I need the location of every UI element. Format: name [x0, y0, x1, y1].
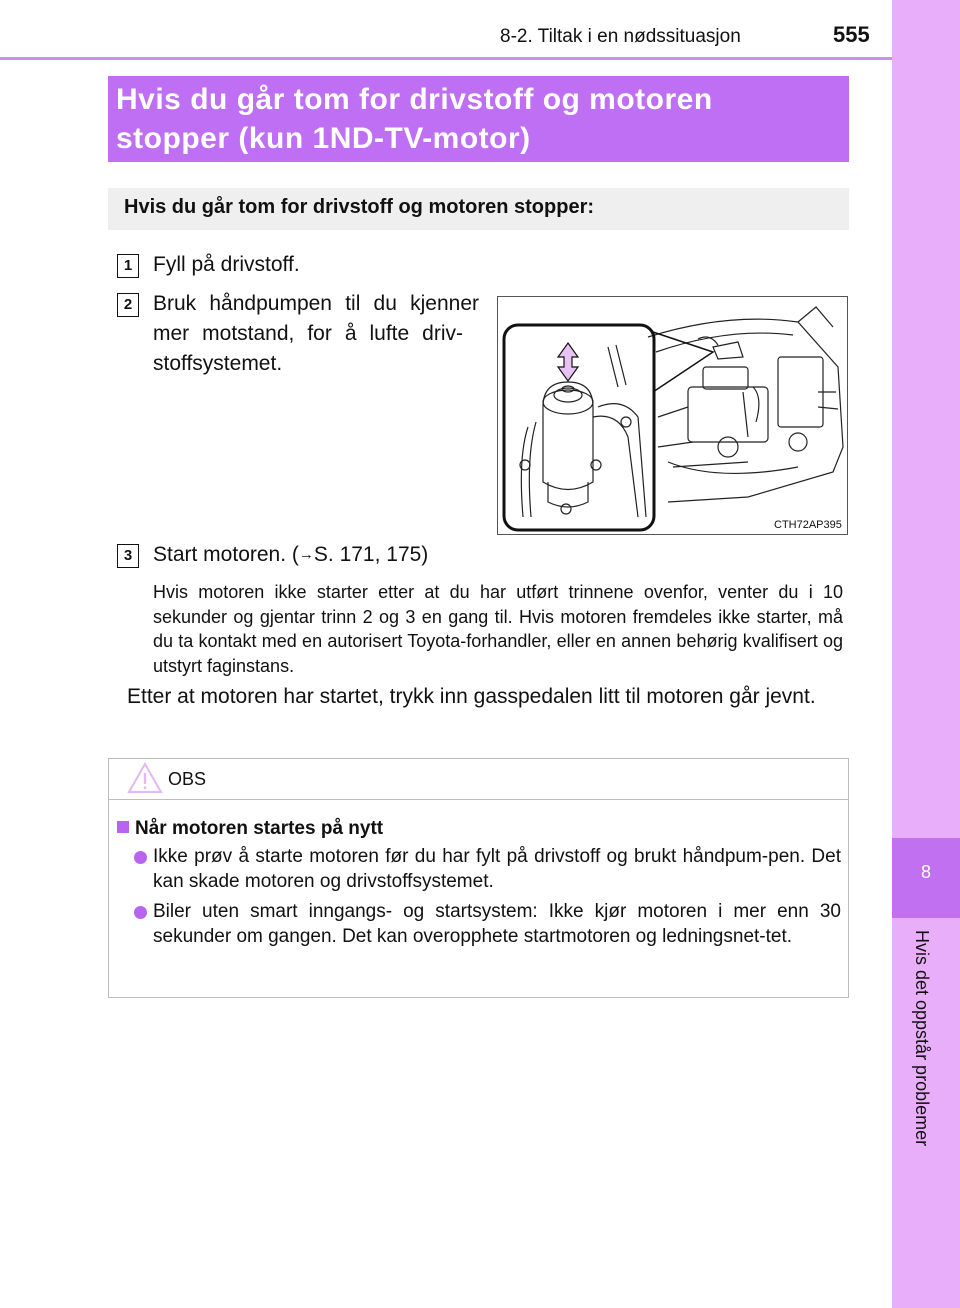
obs-label: OBS — [168, 769, 207, 789]
page-title — [116, 80, 841, 158]
subheading: Hvis du går tom for drivstoff og motoren stopper: — [124, 196, 595, 218]
chapter-number: 8 — [920, 862, 931, 882]
step-3-text — [153, 540, 428, 570]
arrow-icon: → — [298, 546, 314, 563]
after-start-paragraph: Etter at motoren har startet, trykk inn gasspedalen litt til motoren går jevnt. — [127, 685, 816, 708]
note-paragraph: Hvis motoren ikke starter etter at du har utført trinnene ovenfor, venter du i 10 sekunder og gjentar trinn 2 og 3 en gang til. Hvis motoren fremdeles ikke starter, må du ta kontakt med en autorisert Toyota-forhandler, eller en annen behørig kvalifisert og utstyrt faginstans. — [153, 582, 843, 676]
obs-item-2: Biler uten smart inngangs- og startsystem: Ikke kjør motoren i mer enn 30 sekunder om gangen. Det kan overopphete startmotoren og ledningsnet-tet. — [153, 901, 841, 947]
page-title-line1: Hvis du går tom for drivstoff og motoren — [116, 83, 713, 116]
square-bullet-icon — [117, 821, 129, 833]
page-title-line2: stopper (kun 1ND-TV-motor) — [116, 122, 531, 155]
step-number-2: 2 — [117, 293, 139, 317]
step-2-line1: Bruk håndpumpen til du kjenner — [153, 292, 479, 315]
figure-code: CTH72AP395 — [774, 519, 842, 531]
step-number-1: 1 — [117, 254, 139, 278]
engine-bay-illustration — [497, 296, 848, 535]
header-section-title: 8-2. Tiltak i en nødssituasjon — [500, 26, 741, 47]
step-3-prefix: Start motoren. ( — [153, 543, 299, 566]
step-number-3: 3 — [117, 544, 139, 568]
bullet-icon — [134, 906, 147, 919]
step-2-line2: mer motstand, for å lufte driv- — [153, 322, 463, 345]
pump-arrow-icon — [558, 343, 578, 381]
step-3-page-link[interactable]: S. 171, 175) — [313, 543, 429, 566]
header-divider — [0, 57, 892, 60]
step-1-text: Fyll på drivstoff. — [153, 253, 300, 276]
chapter-title: Hvis det oppstår problemer — [912, 930, 932, 1147]
step-2-text — [153, 289, 479, 379]
obs-item-1: Ikke prøv å starte motoren før du har fylt på drivstoff og brukt håndpum-pen. Det kan skade motoren og drivstoffsystemet. — [153, 846, 841, 892]
bullet-icon — [134, 851, 147, 864]
engine-bay-drawing — [498, 297, 847, 534]
obs-divider — [109, 799, 848, 800]
obs-heading — [117, 818, 383, 840]
page-number: 555 — [833, 22, 870, 47]
obs-heading-text: Når motoren startes på nytt — [135, 818, 384, 839]
step-2-line3: stoffsystemet. — [153, 352, 283, 375]
warning-triangle-icon — [127, 762, 163, 794]
